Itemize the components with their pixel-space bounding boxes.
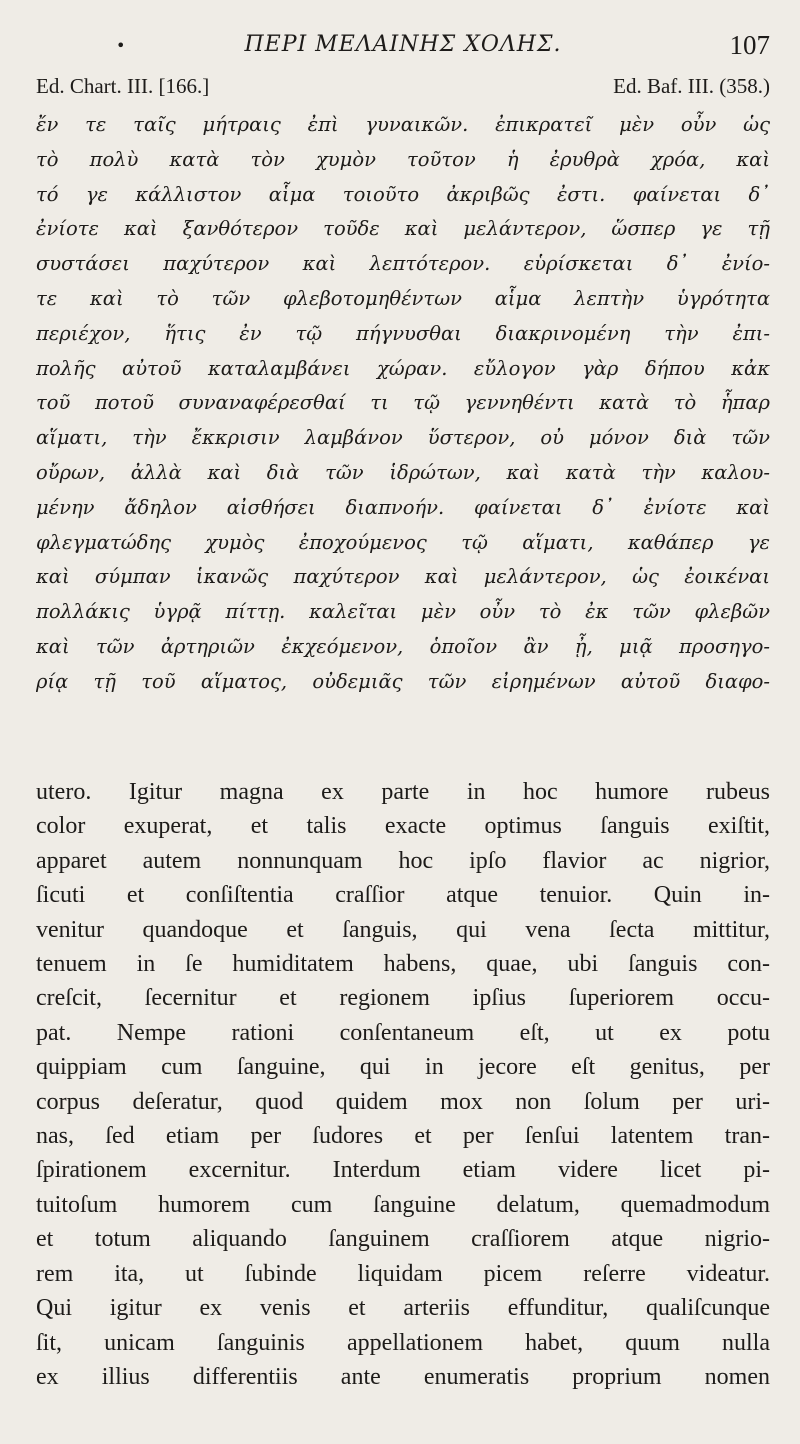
latin-text-line: quippiam cum ſanguine, qui in jecore eſt genitus, per: [36, 1054, 770, 1081]
latin-text-line: rem ita, ut ſubinde liquidam picem reſerre videatur.: [36, 1260, 770, 1287]
greek-text-line: καὶ τῶν ἀρτηριῶν ἐκχεόμενον, ὁποῖον ἂν ᾖ, μιᾷ προσηγο-: [36, 634, 770, 658]
latin-text-line: ſicuti et conſiſtentia craſſior atque tenuior. Quin in-: [36, 882, 770, 909]
page-header: [36, 30, 770, 64]
greek-text-line: τό γε κάλλιστον αἷμα τοιοῦτο ἀκριβῶς ἐστι. φαίνεται δ᾽: [36, 182, 770, 206]
latin-text-block: [36, 775, 770, 1394]
header-bullet: •: [116, 36, 126, 55]
greek-text-line: πολλάκις ὑγρᾷ πίττῃ. καλεῖται μὲν οὖν τὸ ἐκ τῶν φλεβῶν: [36, 600, 770, 624]
page-number: 107: [729, 30, 770, 60]
greek-text-line: τοῦ ποτοῦ συναναφέρεσθαί τι τῷ γεννηθέντι κατὰ τὸ ἧπαρ: [36, 391, 770, 415]
latin-text-line: apparet autem nonnunquam hoc ipſo flavior ac nigrior,: [36, 847, 770, 874]
edition-basel: Ed. Baf. III. (358.): [613, 74, 770, 98]
greek-text-line: συστάσει παχύτερον καὶ λεπτότερον. εὑρίσκεται δ᾽ ἐνίο-: [36, 252, 770, 276]
latin-text-line: tuitoſum humorem cum ſanguine delatum, quemadmodum: [36, 1191, 770, 1218]
greek-text-line: μένην ἄδηλον αἰσθήσει διαπνοήν. φαίνεται δ᾽ ἐνίοτε καὶ: [36, 495, 770, 519]
latin-text-line: tenuem in ſe humiditatem habens, quae, ubi ſanguis con-: [36, 951, 770, 978]
latin-text-line: pat. Nempe rationi conſentaneum eſt, ut ex potu: [36, 1019, 770, 1046]
greek-text-line: οὔρων, ἀλλὰ καὶ διὰ τῶν ἱδρώτων, καὶ κατὰ τὴν καλου-: [36, 460, 770, 484]
latin-text-line: utero. Igitur magna ex parte in hoc humore rubeus: [36, 779, 770, 805]
greek-text-line: ρίᾳ τῇ τοῦ αἵματος, οὐδεμιᾶς τῶν εἰρημένων αὐτοῦ διαφο-: [36, 669, 770, 693]
edition-references: [36, 74, 770, 102]
latin-text-line: ſpirationem excernitur. Interdum etiam videre licet pi-: [36, 1157, 770, 1184]
latin-text-line: venitur quandoque et ſanguis, qui vena ſecta mittitur,: [36, 916, 770, 943]
greek-text-line: τε καὶ τὸ τῶν φλεβοτομηθέντων αἷμα λεπτὴν ὑγρότητα: [36, 286, 770, 310]
greek-text-line: αἵματι, τὴν ἔκκρισιν λαμβάνον ὕστερον, οὐ μόνον διὰ τῶν: [36, 426, 770, 450]
latin-text-line: color exuperat, et talis exacte optimus ſanguis exiſtit,: [36, 813, 770, 840]
latin-text-line: nas, ſed etiam per ſudores et per ſenſui latentem tran-: [36, 1123, 770, 1150]
greek-text-line: καὶ σύμπαν ἱκανῶς παχύτερον καὶ μελάντερον, ὡς ἐοικέναι: [36, 565, 770, 589]
greek-text-line: ἐνίοτε καὶ ξανθότερον τοῦδε καὶ μελάντερον, ὥσπερ γε τῇ: [36, 217, 770, 241]
latin-text-line: corpus deſeratur, quod quidem mox non ſolum per uri-: [36, 1088, 770, 1115]
greek-text-block: [36, 108, 770, 700]
latin-text-line: Qui igitur ex venis et arteriis effunditur, qualiſcunque: [36, 1295, 770, 1322]
greek-text-line: πολῆς αὐτοῦ καταλαμβάνει χώραν. εὔλογον γὰρ δήπου κἀκ: [36, 356, 770, 380]
greek-text-line: φλεγματώδης χυμὸς ἐποχούμενος τῷ αἵματι, καθάπερ γε: [36, 530, 770, 554]
running-title: ΠΕΡΙ ΜΕΛΑΙΝΗΣ ΧΟΛΗΣ.: [244, 32, 562, 57]
latin-text-line: ex illius differentiis ante enumeratis proprium nomen: [36, 1363, 770, 1390]
latin-text-line: et totum aliquando ſanguinem craſſiorem atque nigrio-: [36, 1226, 770, 1253]
latin-text-line: ſit, unicam ſanguinis appellationem habet, quum nulla: [36, 1329, 770, 1356]
greek-text-line: τὸ πολὺ κατὰ τὸν χυμὸν τοῦτον ἡ ἐρυθρὰ χρόα, καὶ: [36, 147, 770, 171]
greek-text-line: ἔν τε ταῖς μήτραις ἐπὶ γυναικῶν. ἐπικρατεῖ μὲν οὖν ὡς: [36, 113, 770, 136]
latin-text-line: creſcit, ſecernitur et regionem ipſius ſuperiorem occu-: [36, 985, 770, 1012]
edition-chartier: Ed. Chart. III. [166.]: [36, 74, 210, 98]
greek-text-line: περιέχον, ἥτις ἐν τῷ πήγνυσθαι διακρινομένη τὴν ἐπι-: [36, 321, 770, 345]
